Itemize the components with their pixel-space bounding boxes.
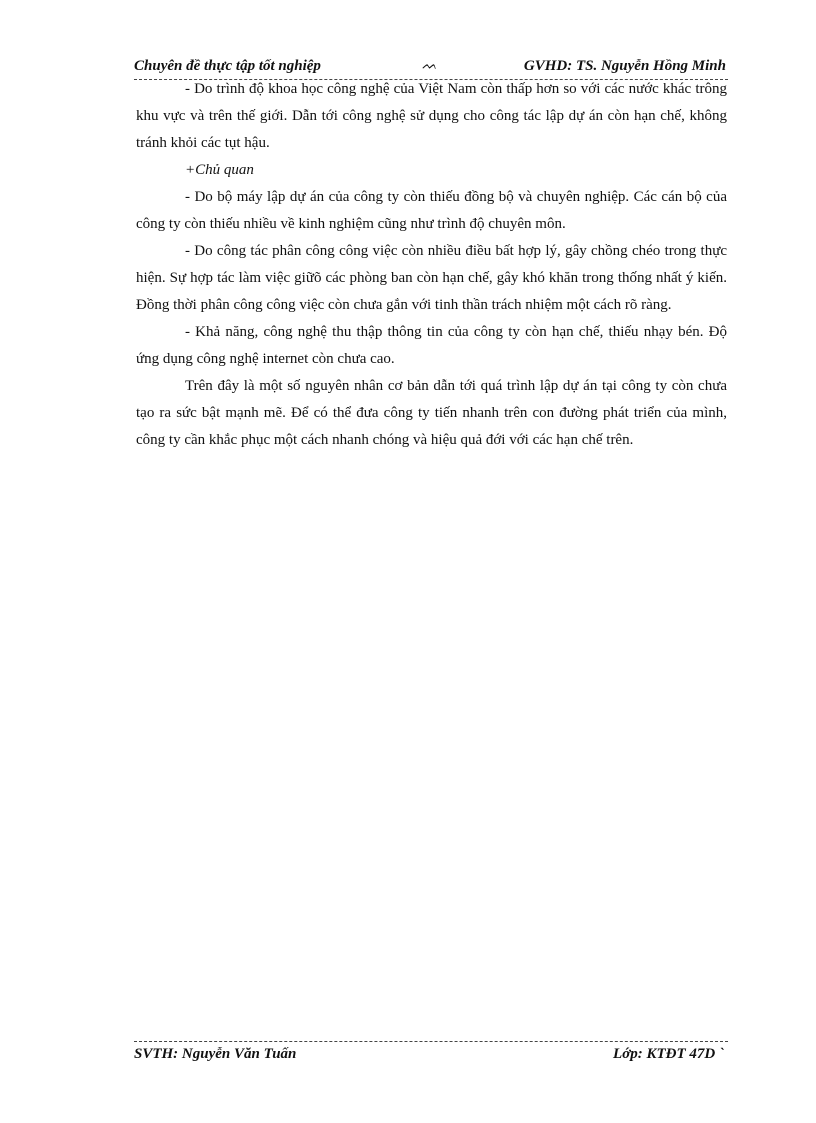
body-text xyxy=(136,76,727,454)
footer-student: SVTH: Nguyễn Văn Tuấn xyxy=(134,1046,297,1062)
header-document-title: Chuyên đề thực tập tốt nghiệp xyxy=(134,58,321,74)
paragraph-task-assignment: - Do công tác phân công công việc còn nhiều điều bất hợp lý, gây chồng chéo trong thực hiện. Sự hợp tác làm việc giữõ các phòng ban còn hạn chế, gây khó khăn trong thống nhất ý kiến. Đồng thời phân công công việc còn chưa gắn với tinh thần trách nhiệm một cách rõ ràng. xyxy=(136,243,727,313)
paragraph-information-technology: - Khả năng, công nghệ thu thập thông tin của công ty còn hạn chế, thiếu nhạy bén. Độ ứng dụng công nghệ internet còn chưa cao. xyxy=(136,324,727,367)
header-advisor: GVHD: TS. Nguyễn Hồng Minh xyxy=(523,58,726,74)
paragraph-objective-causes: - Do trình độ khoa học công nghệ của Việt Nam còn thấp hơn so với các nước khác trông khu vực và trên thế giới. Dẫn tới công nghệ sử dụng cho công tác lập dự án còn hạn chế, không tránh khỏi các tụt hậu. xyxy=(136,81,727,151)
paragraph-conclusion: Trên đây là một số nguyên nhân cơ bản dẫn tới quá trình lập dự án tại công ty còn chưa tạo ra sức bật mạnh mẽ. Để có thể đưa công ty tiến nhanh trên con đường phát triển của mình, công ty cần khắc phục một cách nhanh chóng và hiệu quả đới với các hạn chế trên. xyxy=(136,378,727,448)
footer-class: Lớp: KTĐT 47D ` xyxy=(613,1046,724,1062)
subheading-subjective: +Chủ quan xyxy=(185,162,254,178)
page-footer xyxy=(134,1041,728,1066)
header-ornament-icon: ᨓ xyxy=(422,57,438,72)
paragraph-organization: - Do bộ máy lập dự án của công ty còn thiếu đồng bộ và chuyên nghiệp. Các cán bộ của công ty còn thiếu nhiều về kinh nghiệm cũng như trình độ chuyên môn. xyxy=(136,189,727,232)
